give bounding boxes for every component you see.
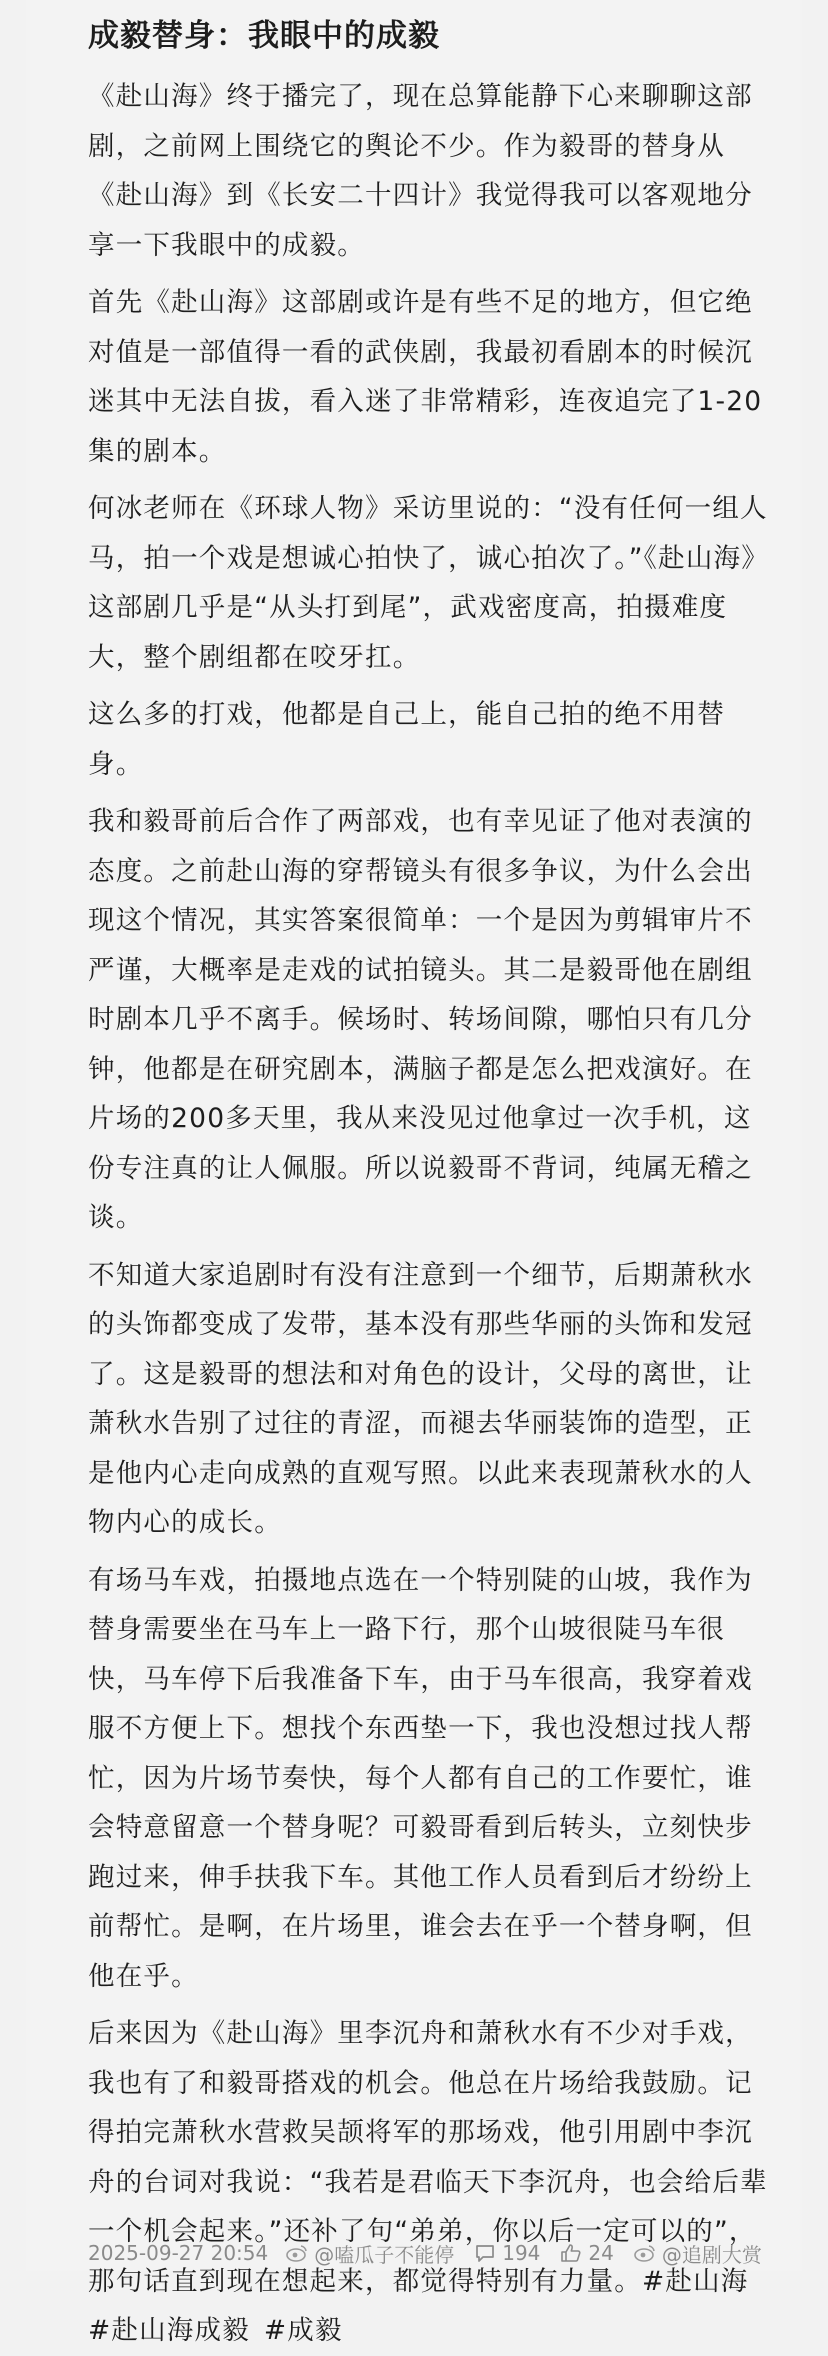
post-timestamp: 2025-09-27 20:54 [88, 2241, 268, 2265]
post-paragraph-8-text: 后来因为《赴山海》里李沉舟和萧秋水有不少对手戏，我也有了和毅哥搭戏的机会。他总在片场给我鼓励。记得拍完萧秋水营救吴颉将军的那场戏，他引用剧中李沉舟的台词对我说：“我若是君临天下李沉舟，也会给后辈一个机会起来。”还补了句“弟弟，你以后一定可以的”，那句话直到现在想起来，都觉得特别有力量。 [88, 2018, 768, 2297]
post-footer [88, 2236, 828, 2270]
watermark-right [634, 2239, 762, 2268]
post-article [88, 14, 776, 2356]
watermark-right-text: @追剧大赏 [662, 2239, 762, 2268]
post-paragraph-3: 何冰老师在《环球人物》采访里说的：“没有任何一组人马，拍一个戏是想诚心拍快了，诚心拍次了。”《赴山海》这部剧几乎是“从头打到尾”，武戏密度高，拍摄难度大，整个剧组都在咬牙扛。 [88, 484, 776, 682]
post-paragraph-5: 我和毅哥前后合作了两部戏，也有幸见证了他对表演的态度。之前赴山海的穿帮镜头有很多争议，为什么会出现这个情况，其实答案很简单：一个是因为剪辑审片不严谨，大概率是走戏的试拍镜头。其二是毅哥他在剧组时剧本几乎不离手。候场时、转场间隙，哪怕只有几分钟，他都是在研究剧本，满脑子都是怎么把戏演好。在片场的200多天里，我从来没见过他拿过一次手机，这份专注真的让人佩服。所以说毅哥不背词，纯属无稽之谈。 [88, 797, 776, 1243]
post-paragraph-4: 这么多的打戏，他都是自己上，能自己拍的绝不用替身。 [88, 690, 776, 789]
hashtag-fushanhai[interactable]: #赴山海 [642, 2266, 749, 2297]
watermark-left [286, 2239, 454, 2268]
thumbs-up-icon [560, 2243, 582, 2263]
comment-icon [474, 2243, 496, 2263]
post-paragraph-7: 有场马车戏，拍摄地点选在一个特别陡的山坡，我作为替身需要坐在马车上一路下行，那个山坡很陡马车很快，马车停下后我准备下车，由于马车很高，我穿着戏服不方便上下。想找个东西垫一下，我也没想过找人帮忙，因为片场节奏快，每个人都有自己的工作要忙，谁会特意留意一个替身呢？可毅哥看到后转头，立刻快步跑过来，伸手扶我下车。其他工作人员看到后才纷纷上前帮忙。是啊，在片场里，谁会去在乎一个替身啊，但他在乎。 [88, 1556, 776, 2002]
post-paragraph-1: 《赴山海》终于播完了，现在总算能静下心来聊聊这部剧，之前网上围绕它的舆论不少。作为毅哥的替身从《赴山海》到《长安二十四计》我觉得我可以客观地分享一下我眼中的成毅。 [88, 72, 776, 270]
like-count-button[interactable] [560, 2241, 613, 2265]
watermark-left-text: @嗑瓜子不能停 [314, 2239, 454, 2268]
post-title: 成毅替身：我眼中的成毅 [88, 14, 776, 58]
hashtag-fushanhai-chengyi[interactable]: #赴山海成毅 [88, 2315, 250, 2346]
like-count: 24 [588, 2241, 613, 2265]
comment-count-button[interactable] [474, 2241, 540, 2265]
hashtag-chengyi[interactable]: #成毅 [264, 2315, 343, 2346]
comment-count: 194 [502, 2241, 540, 2265]
post-paragraph-6: 不知道大家追剧时有没有注意到一个细节，后期萧秋水的头饰都变成了发带，基本没有那些华丽的头饰和发冠了。这是毅哥的想法和对角色的设计，父母的离世，让萧秋水告别了过往的青涩，而褪去华丽装饰的造型，正是他内心走向成熟的直观写照。以此来表现萧秋水的人物内心的成长。 [88, 1251, 776, 1548]
post-paragraph-2: 首先《赴山海》这部剧或许是有些不足的地方，但它绝对值是一部值得一看的武侠剧，我最初看剧本的时候沉迷其中无法自拔，看入迷了非常精彩，连夜追完了1-20集的剧本。 [88, 278, 776, 476]
weibo-logo-icon [634, 2244, 656, 2262]
weibo-logo-icon [286, 2244, 308, 2262]
post-paragraph-8 [88, 2009, 776, 2356]
